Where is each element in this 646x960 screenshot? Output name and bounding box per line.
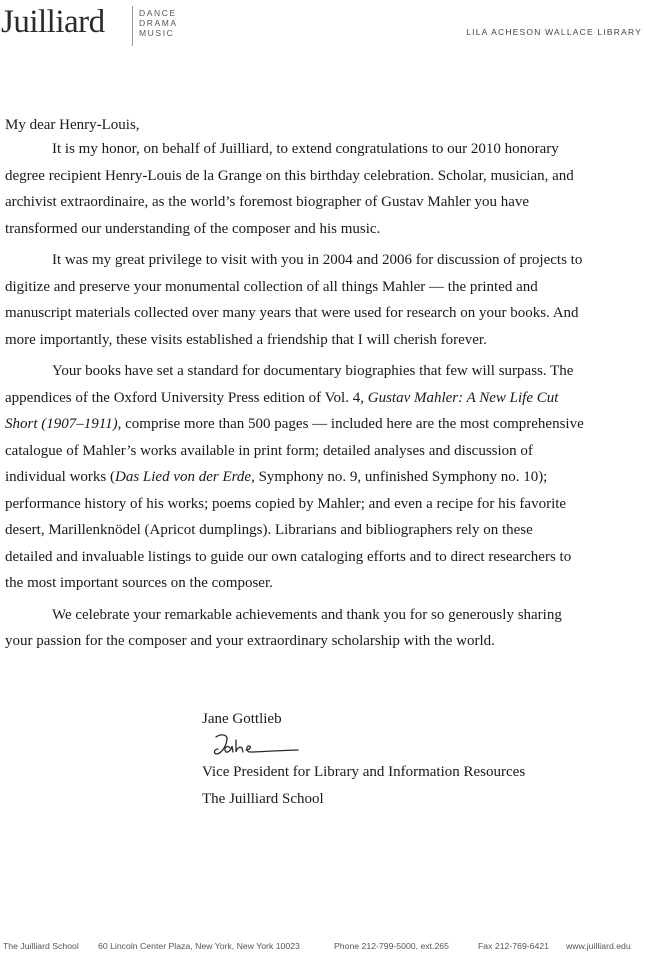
text-line: the most important sources on the composer.	[5, 575, 273, 591]
text-segment: individual works (	[5, 469, 115, 485]
discipline-dance: DANCE	[139, 8, 177, 18]
text-line: your passion for the composer and your extraordinary scholarship with the world.	[5, 633, 495, 649]
footer-phone: Phone 212-799-5000, ext.265	[334, 941, 449, 951]
salutation: My dear Henry-Louis,	[5, 117, 140, 133]
letterhead	[0, 0, 646, 48]
footer-school: The Juilliard School	[3, 941, 79, 951]
text-segment: appendices of the Oxford University Press edition of Vol. 4,	[5, 389, 368, 406]
footer-address: 60 Lincoln Center Plaza, New York, New York 10023	[98, 941, 300, 951]
signature-block	[202, 708, 525, 813]
paragraph-4	[5, 602, 639, 655]
text-line: desert, Marillenknödel (Apricot dumplings). Librarians and bibliographers rely on these	[5, 522, 533, 538]
text-line	[5, 411, 639, 438]
text-line: digitize and preserve your monumental collection of all things Mahler — the printed and	[5, 278, 538, 295]
letter-body	[5, 136, 639, 660]
signer-organization: The Juilliard School	[202, 791, 324, 807]
logo-divider	[132, 6, 133, 46]
juilliard-logo: Juilliard	[1, 4, 105, 40]
signer-title: Vice President for Library and Information Resources	[202, 764, 526, 780]
text-segment: , comprise more than 500 pages — included here are the most comprehensive	[117, 416, 584, 432]
work-title-italic: Das Lied von der Erde	[115, 469, 252, 485]
text-line	[5, 385, 639, 412]
signer-name: Jane Gottlieb	[202, 711, 282, 727]
text-line: It was my great privilege to visit with you in 2004 and 2006 for discussion of projects to	[52, 252, 583, 268]
logo-disciplines	[139, 8, 178, 38]
text-line: detailed and invaluable listings to guide our own cataloging efforts and to direct researchers to	[5, 548, 572, 565]
text-line: It is my honor, on behalf of Juilliard, to extend congratulations to our 2010 honorary	[52, 141, 559, 157]
discipline-drama: DRAMA	[139, 18, 178, 28]
text-line	[5, 464, 639, 491]
text-segment: , Symphony no. 9, unfinished Symphony no. 10);	[251, 469, 548, 485]
text-line: transformed our understanding of the composer and his music.	[5, 220, 381, 237]
book-title-italic: Short (1907–1911)	[5, 416, 118, 432]
text-line: manuscript materials collected over many years that were used for research on your books. And	[5, 305, 579, 321]
book-title-italic: Gustav Mahler: A New Life Cut	[367, 389, 559, 406]
text-line: archivist extraordinaire, as the world’s foremost biographer of Gustav Mahler you have	[5, 194, 530, 210]
text-line: degree recipient Henry-Louis de la Grange on this birthday celebration. Scholar, musician, and	[5, 167, 574, 184]
text-line: Your books have set a standard for documentary biographies that few will surpass. The	[52, 363, 574, 379]
footer-fax: Fax 212-769-6421	[478, 941, 549, 951]
discipline-music: MUSIC	[139, 28, 175, 38]
text-line: more importantly, these visits established a friendship that I will cherish forever.	[5, 331, 487, 348]
library-name: LILA ACHESON WALLACE LIBRARY	[466, 27, 642, 37]
paragraph-2	[5, 247, 639, 353]
handwritten-signature	[210, 731, 310, 761]
text-line: We celebrate your remarkable achievements and thank you for so generously sharing	[52, 606, 562, 623]
text-line: catalogue of Mahler’s works available in print form; detailed analyses and discussion of	[5, 442, 533, 459]
paragraph-3	[5, 358, 639, 597]
paragraph-1	[5, 136, 639, 242]
footer-website: www.juilliard.edu	[566, 941, 631, 951]
text-line: performance history of his works; poems copied by Mahler; and even a recipe for his favorite	[5, 495, 567, 512]
